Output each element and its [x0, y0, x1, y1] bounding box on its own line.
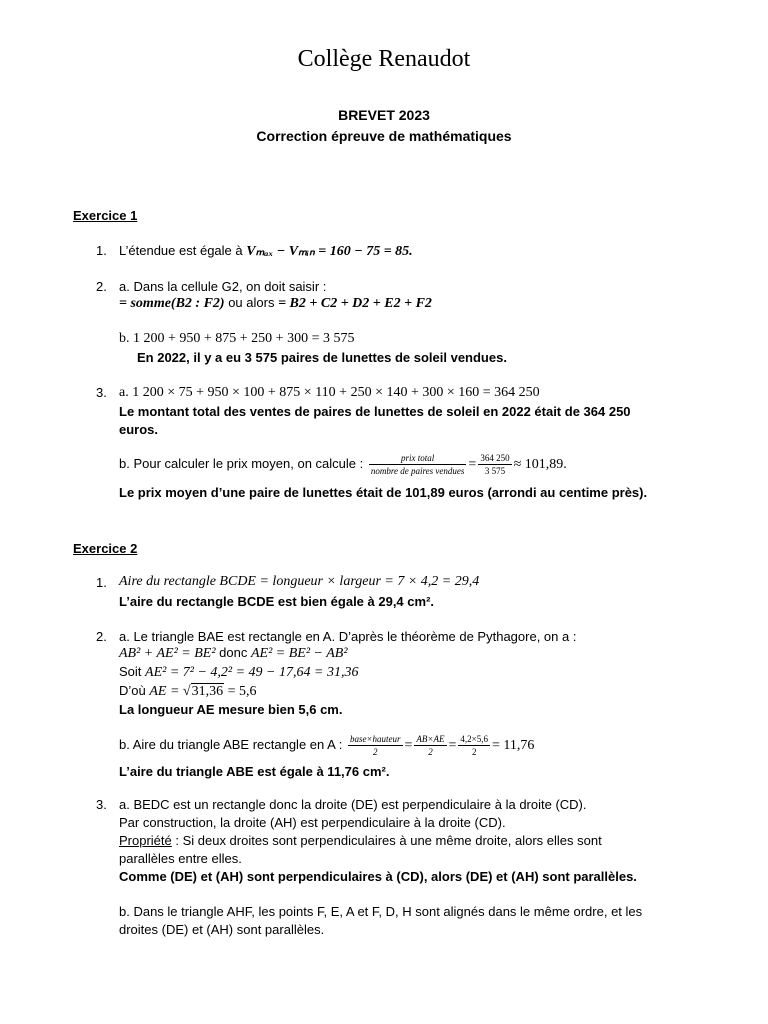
ex2-q2-soit-label: Soit [119, 664, 146, 679]
fraction-numerator: 364 250 [480, 453, 510, 463]
ex2-q2-b-text: b. Aire du triangle ABE rectangle en A : [119, 736, 346, 752]
ex1-q2-formula-sum: = B2 + C2 + D2 + E2 + F2 [278, 296, 432, 311]
ex2-q1-number: 1. [96, 575, 107, 590]
ex2-q2-a-text: a. Le triangle BAE est rectangle en A. D’après le théorème de Pythagore, on a : [119, 629, 577, 644]
ex2-q2-eq2: AE² = BE² − AB² [250, 646, 348, 661]
ex1-q3-b-line: b. Pour calculer le prix moyen, on calcule : $\frac{\text{prix total}}{\text{nombre de paires vendues}}$ = $\frac{364 250}{3 575}$ ≈ 101,89. [119, 453, 567, 476]
ex2-q2-dou-label: D’où [119, 683, 150, 698]
ex1-q2-number: 2. [96, 279, 107, 294]
fraction-denominator: 2 [471, 747, 477, 757]
ex2-q2-eq4-rhs: = 5,6 [224, 684, 257, 699]
ex2-q2-eq3: AE² = 7² − 4,2² = 49 − 17,64 = 31,36 [145, 665, 359, 680]
ex2-q2-a-answer: La longueur AE mesure bien 5,6 cm. [119, 702, 343, 717]
propriete-label: Propriété [119, 833, 172, 848]
ex2-q2-donc: donc [215, 645, 251, 660]
fraction-numerator: AB×AE [416, 734, 445, 744]
ex1-q2-b-calc: b. 1 200 + 950 + 875 + 250 + 300 = 3 575 [119, 331, 355, 346]
fraction-numerator: 4,2×5,6 [460, 734, 488, 744]
ex1-q1-line [119, 243, 413, 260]
ex1-q2-or: ou alors [224, 295, 279, 310]
fraction-aire [348, 734, 403, 757]
ex2-q2-eq4-lhs: AE = √ [149, 684, 191, 699]
fraction-values [478, 453, 511, 476]
ex1-q2-b-answer: En 2022, il y a eu 3 575 paires de lunettes de soleil vendues. [137, 350, 507, 365]
ex2-q2-b-answer: L’aire du triangle ABE est égale à 11,76 cm². [119, 764, 390, 779]
ex1-q3-number: 3. [96, 385, 107, 400]
exercise-1-title: Exercice 1 [73, 208, 138, 223]
ex2-q2-a-pythagore [119, 645, 348, 662]
ex2-q3-a-propriete-2: parallèles entre elles. [119, 851, 242, 866]
ex2-q2-eq1: AB² + AE² = BE² [119, 646, 216, 661]
ex2-q2-a-dou [119, 683, 257, 700]
document-title: BREVET 2023 [338, 107, 430, 123]
fraction-prix-moyen [369, 453, 467, 476]
document-subtitle: Correction épreuve de mathématiques [256, 128, 512, 144]
ex2-q3-a-line2: Par construction, la droite (AH) est perpendiculaire à la droite (CD). [119, 815, 506, 830]
propriete-text: : Si deux droites sont perpendiculaires à une même droite, alors elles sont [171, 833, 602, 848]
school-name: Collège Renaudot [297, 46, 471, 72]
ex2-q2-b-result: = 11,76 [491, 737, 535, 753]
ex2-q2-b-line: b. Aire du triangle ABE rectangle en A : $\frac{\text{base×hauteur}}{2}$ = $\frac{AB\times AE}{2}$ = $\frac{4,2\times 5,6}{2}$ = 11,76 [119, 734, 535, 757]
ex1-q2-a-text: a. Dans la cellule G2, on doit saisir : [119, 279, 327, 294]
fraction-values [458, 734, 490, 757]
fraction-numerator: base×hauteur [349, 734, 401, 744]
ex1-q1-text: L’étendue est égale à [119, 243, 247, 258]
ex2-q1-formula: Aire du rectangle BCDE = longueur × largeur = 7 × 4,2 = 29,4 [119, 574, 480, 589]
ex1-q3-a-answer-1: Le montant total des ventes de paires de lunettes de soleil en 2022 était de 364 250 [119, 404, 631, 419]
fraction-ab-ae [414, 734, 446, 757]
ex2-q3-a-answer: Comme (DE) et (AH) sont perpendiculaires à (CD), alors (DE) et (AH) sont parallèles. [119, 869, 637, 884]
fraction-denominator: nombre de paires vendues [370, 466, 465, 476]
ex2-q2-a-soit [119, 664, 358, 681]
fraction-denominator: 3 575 [484, 466, 506, 476]
ex1-q3-b-result: ≈ 101,89. [513, 456, 567, 472]
ex1-q3-a-answer-2: euros. [119, 422, 159, 437]
ex1-q3-b-text: b. Pour calculer le prix moyen, on calcule : [119, 455, 367, 471]
ex1-q2-a-formulas [119, 295, 432, 312]
ex2-q3-number: 3. [96, 797, 107, 812]
fraction-denominator: 2 [428, 747, 433, 757]
ex2-q2-number: 2. [96, 629, 107, 644]
ex2-q2-radicand: 31,36 [191, 684, 224, 699]
ex2-q3-a-line1: a. BEDC est un rectangle donc la droite (DE) est perpendiculaire à la droite (CD). [119, 797, 587, 812]
ex2-q3-b-line2: droites (DE) et (AH) sont parallèles. [119, 922, 325, 937]
ex1-q1-math: Vₘₐₓ − Vₘᵢₙ = 160 − 75 = 85. [246, 244, 413, 259]
ex2-q3-b-line1: b. Dans le triangle AHF, les points F, E, A et F, D, H sont alignés dans le même ordre, et les [119, 904, 643, 919]
ex1-q3-a-calc: a. 1 200 × 75 + 950 × 100 + 875 × 110 + 250 × 140 + 300 × 160 = 364 250 [119, 385, 540, 400]
ex1-q1-number: 1. [96, 243, 107, 258]
exercise-2-title: Exercice 2 [73, 541, 138, 556]
ex1-q3-b-answer: Le prix moyen d’une paire de lunettes était de 101,89 euros (arrondi au centime près). [119, 485, 648, 500]
ex1-q2-formula-somme: = somme(B2 : F2) [119, 296, 225, 311]
ex2-q1-answer: L’aire du rectangle BCDE est bien égale à 29,4 cm². [119, 594, 435, 609]
fraction-denominator: 2 [372, 747, 378, 757]
fraction-numerator: prix total [369, 453, 467, 465]
ex2-q3-a-propriete [119, 833, 602, 848]
